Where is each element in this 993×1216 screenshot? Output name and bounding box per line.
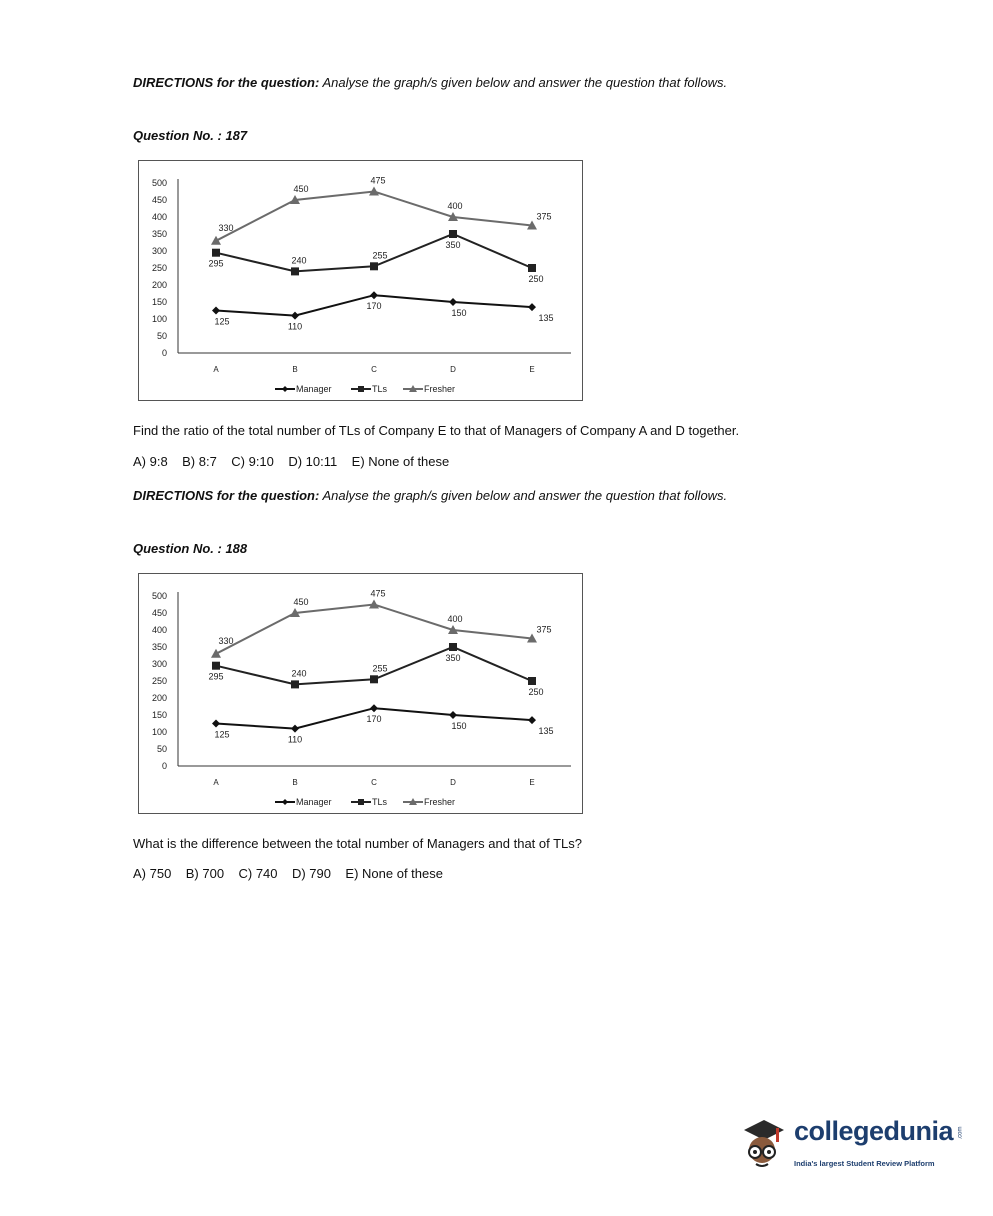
data-label-tls: 240	[291, 255, 307, 266]
legend-item-tls	[351, 384, 388, 394]
question-number-188: Question No. : 188	[133, 541, 248, 556]
data-label-fresher: 450	[293, 184, 309, 194]
data-label-tls: 350	[445, 653, 461, 663]
data-point-manager	[212, 307, 220, 315]
x-tick-label: D	[450, 778, 456, 787]
y-tick-label: 200	[151, 693, 167, 703]
y-tick-label: 500	[151, 591, 167, 601]
y-tick-label: 450	[151, 195, 167, 205]
legend-item-manager	[275, 797, 332, 807]
data-label-manager: 170	[366, 714, 382, 725]
data-point-tls	[291, 267, 299, 275]
question-text-188: What is the difference between the total number of Managers and that of TLs?	[133, 836, 583, 851]
x-tick-label: C	[371, 778, 377, 787]
logo-domain: .com	[957, 1126, 964, 1140]
legend-item-tls	[351, 797, 388, 807]
data-point-tls	[528, 264, 536, 272]
y-tick-label: 250	[151, 263, 167, 273]
y-tick-label: 350	[151, 229, 167, 239]
data-label-tls: 255	[372, 250, 388, 261]
chart-187-svg	[139, 161, 584, 402]
data-label-fresher: 475	[370, 588, 386, 599]
y-tick-label: 100	[151, 727, 167, 737]
data-point-manager	[291, 312, 299, 320]
data-point-manager	[370, 704, 378, 712]
y-tick-label: 200	[151, 280, 167, 290]
y-tick-label: 400	[151, 625, 167, 635]
data-label-fresher: 375	[536, 211, 552, 222]
data-point-tls	[449, 643, 457, 651]
chart-187	[138, 160, 583, 401]
x-tick-label: E	[529, 778, 535, 787]
data-label-manager: 135	[538, 726, 554, 737]
data-label-manager: 150	[451, 721, 467, 731]
svg-text:TLs: TLs	[372, 797, 388, 807]
y-tick-label: 50	[156, 744, 167, 754]
data-label-tls: 295	[208, 258, 224, 269]
data-label-fresher: 375	[536, 624, 552, 635]
svg-text:Fresher: Fresher	[424, 384, 456, 394]
y-tick-label: 450	[151, 608, 167, 618]
data-point-tls	[449, 230, 457, 238]
directions-text-2	[133, 488, 727, 503]
data-label-manager: 110	[287, 321, 303, 332]
y-tick-label: 300	[151, 659, 167, 669]
series-line-fresher	[216, 192, 532, 241]
legend-item-fresher	[403, 384, 455, 394]
data-label-manager: 125	[214, 316, 230, 327]
data-point-manager	[449, 298, 457, 306]
y-tick-label: 350	[151, 642, 167, 652]
y-tick-label: 150	[151, 297, 167, 307]
y-tick-label: 400	[151, 212, 167, 222]
data-label-fresher: 400	[447, 614, 463, 624]
data-label-fresher: 330	[218, 635, 234, 646]
directions-lead: DIRECTIONS for the question:	[133, 75, 320, 90]
chart-188-svg	[139, 574, 584, 815]
x-tick-label: E	[529, 365, 535, 374]
data-label-tls: 250	[528, 687, 544, 697]
x-tick-label: A	[213, 778, 219, 787]
directions-rest-2: Analyse the graph/s given below and answer the question that follows.	[319, 488, 728, 503]
data-label-fresher: 330	[218, 222, 234, 233]
x-tick-label: C	[371, 365, 377, 374]
svg-text:Fresher: Fresher	[424, 797, 456, 807]
data-label-manager: 110	[287, 734, 303, 745]
data-point-tls	[291, 680, 299, 688]
data-label-manager: 170	[366, 301, 382, 312]
y-tick-label: 500	[151, 178, 167, 188]
x-tick-label: A	[213, 365, 219, 374]
x-tick-label: B	[292, 778, 298, 787]
collegedunia-logo	[738, 1108, 963, 1178]
data-point-manager	[291, 725, 299, 733]
data-point-fresher	[211, 649, 221, 658]
data-point-manager	[370, 291, 378, 299]
y-tick-label: 100	[151, 314, 167, 324]
data-label-tls: 250	[528, 274, 544, 284]
data-label-manager: 150	[451, 308, 467, 318]
x-tick-label: D	[450, 365, 456, 374]
directions-text	[133, 75, 727, 90]
x-tick-label: B	[292, 365, 298, 374]
svg-text:TLs: TLs	[372, 384, 388, 394]
data-point-manager	[528, 303, 536, 311]
data-point-manager	[528, 716, 536, 724]
data-point-tls	[370, 675, 378, 683]
data-label-tls: 295	[208, 671, 224, 682]
data-point-tls	[212, 662, 220, 670]
data-point-tls	[528, 677, 536, 685]
data-point-manager	[449, 711, 457, 719]
data-label-tls: 240	[291, 668, 307, 679]
question-text-187: Find the ratio of the total number of TLs of Company E to that of Managers of Company A and D together.	[133, 423, 740, 438]
series-line-fresher	[216, 605, 532, 654]
chart-188	[138, 573, 583, 814]
data-label-manager: 125	[214, 729, 230, 740]
data-label-manager: 135	[538, 313, 554, 324]
svg-text:Manager: Manager	[296, 797, 332, 807]
y-tick-label: 0	[161, 348, 167, 358]
mascot-icon	[738, 1108, 794, 1178]
y-tick-label: 250	[151, 676, 167, 686]
data-label-fresher: 400	[447, 201, 463, 211]
y-tick-label: 50	[156, 331, 167, 341]
options-188: A) 750 B) 700 C) 740 D) 790 E) None of these	[133, 866, 443, 881]
svg-text:Manager: Manager	[296, 384, 332, 394]
legend-item-manager	[275, 384, 332, 394]
y-tick-label: 150	[151, 710, 167, 720]
data-point-tls	[212, 249, 220, 257]
directions-rest: Analyse the graph/s given below and answer the question that follows.	[319, 75, 728, 90]
logo-wordmark: collegedunia	[794, 1116, 954, 1146]
data-label-tls: 255	[372, 663, 388, 674]
legend-item-fresher	[403, 797, 455, 807]
data-point-fresher	[211, 236, 221, 245]
y-tick-label: 0	[161, 761, 167, 771]
data-label-fresher: 475	[370, 175, 386, 186]
data-point-tls	[370, 262, 378, 270]
data-point-manager	[212, 720, 220, 728]
options-187: A) 9:8 B) 8:7 C) 9:10 D) 10:11 E) None of these	[133, 454, 450, 469]
question-number-187: Question No. : 187	[133, 128, 248, 143]
logo-tagline: India's largest Student Review Platform	[794, 1159, 935, 1168]
data-label-tls: 350	[445, 240, 461, 250]
directions-lead-2: DIRECTIONS for the question:	[133, 488, 320, 503]
y-tick-label: 300	[151, 246, 167, 256]
data-label-fresher: 450	[293, 597, 309, 607]
